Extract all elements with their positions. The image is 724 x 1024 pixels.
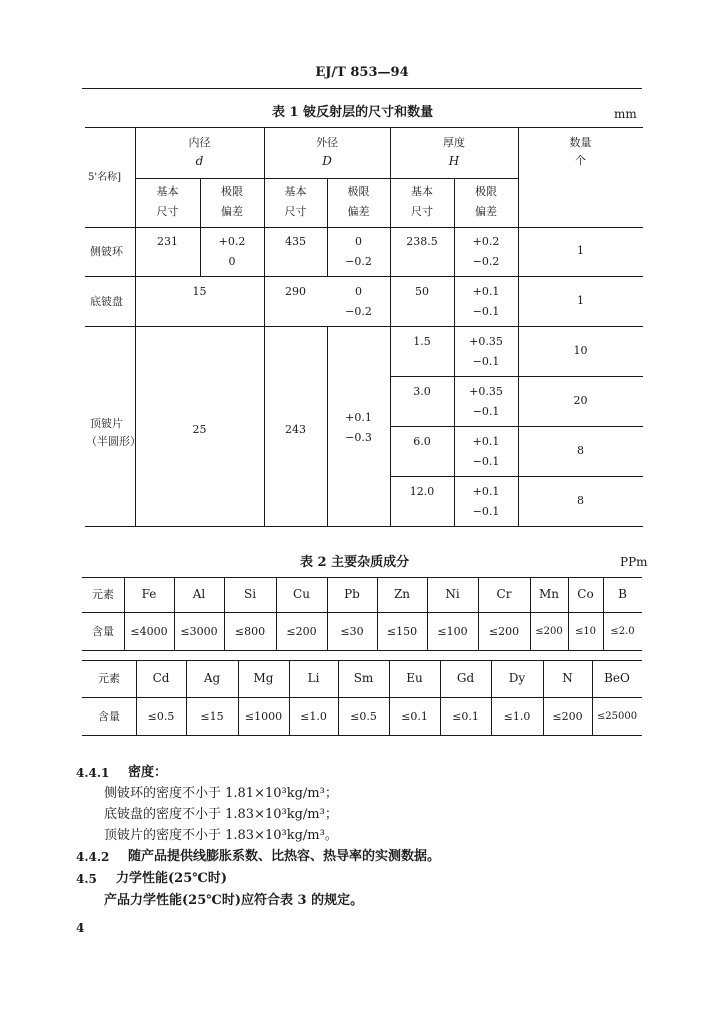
col-thick-name: 厚度 (443, 136, 465, 149)
element-symbol: B (618, 587, 627, 601)
sub-limit: 极限 (221, 185, 243, 198)
col-thick-symbol: H (448, 154, 460, 168)
table-cell: 1 (577, 294, 584, 307)
impurity-value: ≤200 (535, 626, 563, 637)
table-cell: 3.0 (413, 385, 431, 398)
sub-size: 尺寸 (156, 205, 179, 218)
table-cell: 238.5 (406, 235, 438, 248)
table-cell: −0.1 (472, 455, 500, 468)
table-cell: 10 (573, 344, 588, 357)
table-cell: +0.1 (345, 411, 372, 424)
table-cell: 290 (285, 285, 306, 298)
table-cell: −0.3 (345, 431, 372, 444)
impurity-value: ≤100 (437, 625, 468, 638)
element-symbol: Cd (152, 671, 170, 685)
row-label-content: 含量 (92, 625, 114, 638)
impurity-value: ≤800 (234, 625, 266, 638)
element-symbol: Ag (203, 671, 221, 685)
section-title: 力学性能(25℃时) (116, 871, 227, 886)
paragraph-line: 产品力学性能(25℃时)应符合表 3 的规定。 (104, 893, 364, 908)
impurity-value: ≤30 (340, 625, 364, 638)
sub-dev: 偏差 (221, 205, 243, 218)
impurity-value: ≤1.0 (300, 710, 327, 723)
element-symbol: Mg (253, 671, 274, 685)
row-label-top-piece-shape: （半圆形） (86, 435, 141, 448)
row-label-content: 含量 (98, 710, 120, 723)
section-number: 4.4.1 (76, 766, 110, 780)
impurity-value: ≤200 (552, 710, 583, 723)
impurity-value: ≤0.1 (452, 710, 479, 723)
table-cell: −0.1 (472, 505, 500, 518)
impurity-value: ≤25000 (596, 711, 638, 722)
impurity-value: ≤0.5 (147, 710, 175, 723)
element-symbol: Zn (393, 587, 411, 601)
table-cell: 12.0 (409, 485, 435, 498)
sub-basic: 基本 (156, 185, 179, 198)
table-cell: +0.1 (472, 485, 500, 498)
header-rule (82, 88, 642, 89)
table-cell: +0.2 (218, 235, 246, 248)
sub-dev: 偏差 (475, 205, 497, 218)
paragraph-line: 侧铍环的密度不小于 1.81×10³kg/m³； (104, 786, 338, 801)
element-symbol: Gd (456, 671, 475, 685)
element-symbol: Li (307, 671, 320, 685)
sub-dev: 偏差 (347, 205, 370, 218)
row-label-element: 元素 (92, 588, 114, 601)
table-cell: +0.2 (472, 235, 500, 248)
table-cell: 1.5 (413, 335, 431, 348)
table-cell: +0.35 (469, 335, 503, 348)
table1-title: 表 1 铍反射层的尺寸和数量 (272, 105, 434, 120)
sub-limit: 极限 (475, 185, 497, 198)
impurity-value: ≤10 (574, 626, 597, 637)
row-label-top-piece: 顶铍片 (90, 417, 123, 430)
table-cell: −0.2 (345, 255, 372, 268)
table-cell: 1 (577, 244, 584, 257)
table-cell: 0 (228, 255, 236, 268)
table-cell: −0.1 (472, 355, 500, 368)
section-number: 4.4.2 (76, 850, 110, 864)
table-cell: 0 (355, 235, 362, 248)
table-cell: +0.35 (469, 385, 503, 398)
page-number: 4 (76, 921, 85, 935)
element-symbol: BeO (604, 671, 630, 685)
table-cell: −0.1 (472, 405, 500, 418)
table-cell: +0.1 (472, 285, 500, 298)
table-cell: 231 (157, 235, 178, 248)
element-symbol: Sm (353, 671, 374, 685)
element-symbol: Cu (293, 587, 310, 601)
table-cell: 25 (192, 423, 207, 436)
impurity-value: ≤4000 (130, 625, 168, 638)
table1-unit: mm (614, 107, 637, 121)
element-symbol: Mn (538, 587, 559, 601)
element-symbol: Fe (141, 587, 157, 601)
table-cell: 8 (577, 444, 584, 457)
sub-size: 尺寸 (284, 205, 307, 218)
paragraph-line: 顶铍片的密度不小于 1.83×10³kg/m³。 (104, 828, 338, 843)
element-symbol: Eu (406, 671, 423, 685)
row-label-side-ring: 侧铍环 (90, 245, 123, 258)
table-cell: 243 (285, 423, 306, 436)
col-inner-name: 内径 (188, 136, 211, 149)
table-cell: 15 (192, 285, 207, 298)
col-inner-symbol: d (195, 154, 204, 168)
table-cell: 50 (415, 285, 429, 298)
document-code: EJ/T 853—94 (315, 65, 409, 80)
element-symbol: Cr (496, 587, 512, 601)
paragraph-line: 底铍盘的密度不小于 1.83×10³kg/m³； (104, 807, 338, 822)
sub-basic: 基本 (284, 185, 307, 198)
table-cell: +0.1 (472, 435, 500, 448)
col-outer-name: 外径 (316, 136, 338, 149)
sub-limit: 极限 (347, 185, 370, 198)
row-label-element: 元素 (98, 672, 120, 685)
table-cell: 20 (573, 394, 588, 407)
table-cell: 8 (577, 494, 584, 507)
sub-size: 尺寸 (411, 205, 433, 218)
section-title: 密度： (128, 765, 168, 780)
impurity-value: ≤1.0 (503, 710, 531, 723)
sub-basic: 基本 (411, 185, 433, 198)
element-symbol: Dy (508, 671, 526, 685)
col-qty-unit: 个 (575, 154, 586, 167)
row-label-bottom-plate: 底铍盘 (90, 295, 123, 308)
impurity-value: ≤0.5 (350, 710, 377, 723)
col-outer-symbol: D (322, 154, 332, 168)
impurity-value: ≤3000 (180, 625, 218, 638)
element-symbol: Si (243, 587, 257, 601)
table-cell: 6.0 (413, 435, 431, 448)
element-symbol: Al (192, 587, 206, 601)
table-cell: −0.2 (472, 255, 500, 268)
paragraph-line: 随产品提供线膨胀系数、比热容、热导率的实测数据。 (128, 849, 441, 864)
table2-title: 表 2 主要杂质成分 (300, 555, 410, 570)
section-number: 4.5 (76, 872, 97, 886)
impurity-value: ≤2.0 (610, 626, 635, 637)
impurity-value: ≤200 (488, 625, 520, 638)
element-symbol: N (562, 671, 573, 685)
element-symbol: Pb (344, 587, 360, 601)
impurity-value: ≤15 (200, 710, 224, 723)
table2-unit: PPm (620, 555, 648, 569)
element-symbol: Ni (445, 587, 460, 601)
table-cell: −0.2 (345, 305, 372, 318)
table-cell: 435 (285, 235, 306, 248)
table-cell: 0 (355, 285, 362, 298)
table-cell: −0.1 (472, 305, 500, 318)
impurity-value: ≤150 (386, 625, 418, 638)
element-symbol: Co (577, 587, 594, 601)
impurity-value: ≤200 (286, 625, 317, 638)
table1-corner-label: 5'名称] (88, 172, 122, 183)
impurity-value: ≤1000 (244, 710, 283, 723)
col-qty-name: 数量 (569, 136, 592, 149)
impurity-value: ≤0.1 (401, 710, 428, 723)
